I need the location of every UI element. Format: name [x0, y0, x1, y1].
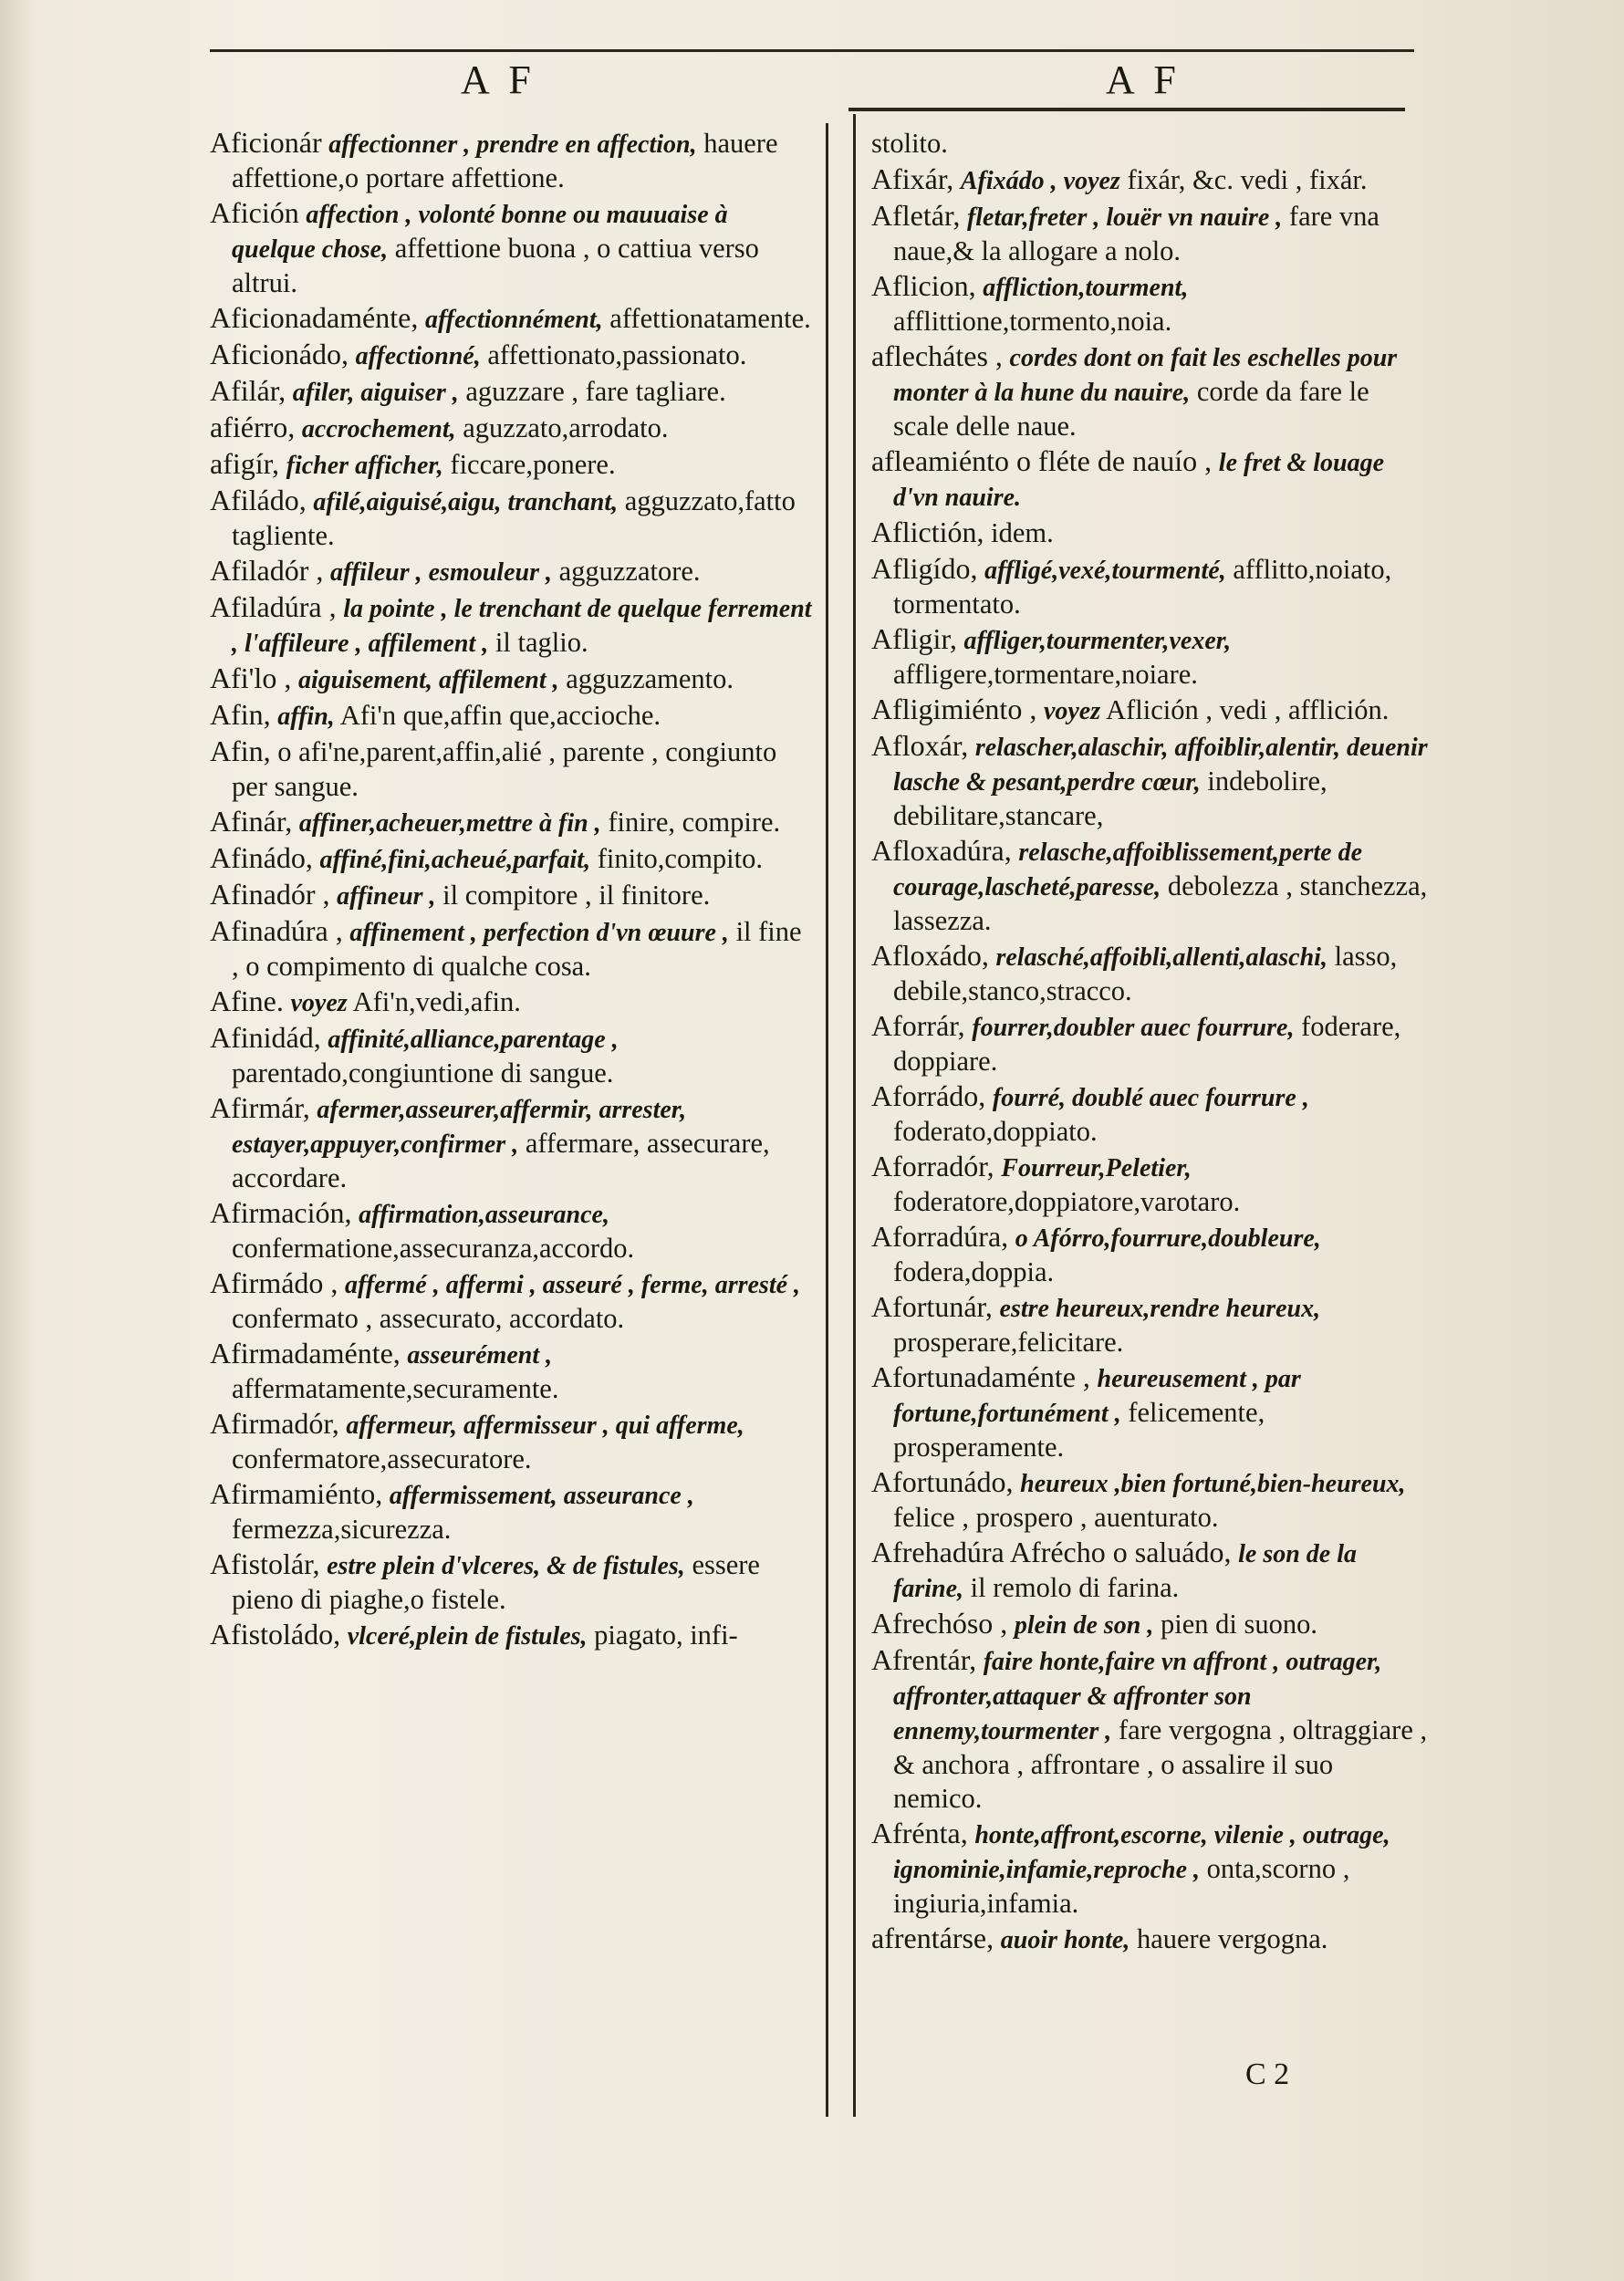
entry-french: fletar,freter , louër vn nauire , [966, 203, 1283, 232]
entry-headword: Afloxár, [871, 729, 969, 762]
dictionary-entry [871, 834, 1428, 938]
entry-headword: Afinadúra , [210, 914, 343, 947]
left-column [210, 126, 812, 1654]
entry-french: affliger,tourmenter,vexer, [963, 627, 1232, 655]
entry-italian: fodera,doppia. [893, 1256, 1055, 1287]
dictionary-entry [210, 1021, 812, 1090]
dictionary-entry [871, 693, 1428, 728]
entry-headword: Afición [210, 196, 299, 229]
entry-italian: Afi'n que,affin que,accioche. [339, 700, 661, 731]
dictionary-entry [210, 374, 812, 410]
entry-italian: debolezza , stanchezza, lassezza. [893, 870, 1428, 936]
entry-italian: felice , prospero , auenturato. [893, 1502, 1219, 1533]
dictionary-entry [871, 1150, 1428, 1219]
entry-headword: Afiladór , [210, 554, 324, 587]
entry-italian: aguzzare , fare tagliare. [465, 376, 726, 407]
entry-italian: il remolo di farina. [970, 1572, 1180, 1603]
entry-headword: afigír, [210, 447, 280, 480]
entry-french: ficher afficher, [286, 452, 443, 480]
entry-italian: piagato, infi- [594, 1620, 738, 1651]
dictionary-entry [871, 444, 1428, 515]
entry-french: fourré, doublé auec fourrure , [992, 1084, 1309, 1112]
entry-headword: Afiládo, [210, 484, 307, 516]
dictionary-entry [210, 554, 812, 589]
entry-italian: pien di suono. [1161, 1609, 1317, 1640]
dictionary-entry [210, 878, 812, 913]
entry-french: affligé,vexé,tourmenté, [984, 557, 1226, 585]
entry-french: plein de son , [1014, 1611, 1154, 1640]
entry-headword: Afloxádo, [871, 939, 989, 972]
dictionary-entry [871, 339, 1428, 443]
entry-italian: foderato,doppiato. [893, 1116, 1098, 1147]
entry-italian: hauere vergogna. [1136, 1923, 1328, 1954]
entry-headword: Aficionádo, [210, 338, 349, 370]
entry-french: voyez [1043, 697, 1101, 725]
dictionary-entry [210, 805, 812, 840]
dictionary-entry [210, 1266, 812, 1336]
dictionary-entry [210, 1618, 812, 1653]
entry-french: affinement , perfection d'vn œuure , [349, 919, 729, 947]
entry-headword: Aforradúra, [871, 1220, 1009, 1253]
entry-italian: affligere,tormentare,noiare. [893, 659, 1198, 690]
entry-headword: Aforradór, [871, 1150, 994, 1182]
dictionary-entry [210, 196, 812, 300]
entry-headword: Afilár, [210, 374, 286, 407]
dictionary-entry [871, 1290, 1428, 1359]
dictionary-entry [871, 199, 1428, 268]
entry-headword: Afinidád, [210, 1021, 321, 1054]
dictionary-entry [210, 1407, 812, 1476]
entry-italian: prosperare,felicitare. [893, 1327, 1124, 1358]
dictionary-entry [871, 939, 1428, 1008]
entry-italian: affettionato,passionato. [487, 339, 747, 370]
entry-french: affinité,alliance,parentage , [328, 1026, 619, 1054]
dictionary-entry [210, 1091, 812, 1195]
dictionary-entry [210, 1337, 812, 1406]
entry-french: affection , volonté bonne ou mauuaise à quelque chose, [232, 201, 728, 264]
entry-headword: Afiladúra , [210, 590, 337, 623]
entry-french: affileur , esmouleur , [330, 558, 552, 587]
entry-french: affermeur, affermisseur , qui afferme, [346, 1411, 744, 1440]
entry-french: faire honte,faire vn affront , outrager, affronter,attaquer & affronter son ennemy,tourmenter , [893, 1648, 1382, 1745]
entry-french: affectionnément, [424, 306, 603, 334]
entry-italian: affettionatamente. [609, 303, 811, 334]
entry-french: afermer,asseurer,affermir, arrester, estayer,appuyer,confirmer , [232, 1096, 687, 1159]
entry-italian: onta,scorno , ingiuria,infamia. [893, 1853, 1350, 1919]
entry-italian: aguzzato,arrodato. [463, 412, 669, 443]
entry-french: affermissement, asseurance , [389, 1482, 694, 1510]
entry-french: estre plein d'vlceres, & de fistules, [327, 1552, 685, 1580]
entry-headword: Afin, [210, 734, 271, 767]
entry-french: affirmation,asseurance, [359, 1201, 609, 1229]
entry-french: affineur , [337, 882, 436, 911]
entry-italian: finito,compito. [597, 843, 763, 874]
dictionary-entry [871, 622, 1428, 692]
entry-italian: affermatamente,securamente. [232, 1373, 559, 1404]
entry-french: Fourreur,Peletier, [1001, 1154, 1192, 1182]
entry-italian: agguzzato,fatto tagliente. [232, 485, 796, 551]
dictionary-entry [871, 1607, 1428, 1642]
entry-italian: stolito. [871, 128, 948, 159]
entry-french: Afixádo , voyez [960, 167, 1120, 195]
running-head-left: A F [461, 57, 536, 102]
entry-french: asseurément , [407, 1341, 553, 1370]
entry-italian: confermatione,assecuranza,accordo. [232, 1233, 635, 1264]
entry-french: relascher,alaschir, affoiblir,alentir, deuenir lasche & pesant,perdre cœur, [893, 734, 1428, 797]
entry-headword: afiérro, [210, 411, 296, 443]
dictionary-entry [871, 1536, 1428, 1606]
entry-headword: Afirmadaménte, [210, 1337, 401, 1370]
dictionary-entry [871, 1360, 1428, 1464]
dictionary-entry [210, 661, 812, 697]
entry-italian: agguzzamento. [566, 663, 734, 694]
entry-headword: Afortunádo, [871, 1465, 1014, 1498]
entry-headword: Afrénta, [871, 1817, 968, 1849]
entry-headword: Afrehadúra Afrécho o saluádo, [871, 1536, 1232, 1568]
right-column [871, 126, 1428, 1958]
top-rule [210, 49, 1414, 52]
entry-italian: afflittione,tormento,noia. [893, 306, 1172, 337]
entry-italian: Aflición , vedi , afflición. [1106, 694, 1390, 725]
entry-french: la pointe , le trenchant de quelque ferrement , l'affileure , affilement , [232, 595, 812, 658]
entry-italian: felicemente, prosperamente. [893, 1397, 1265, 1463]
dictionary-entry [210, 1547, 812, 1617]
dictionary-entry [871, 1817, 1428, 1921]
dictionary-entry [210, 914, 812, 984]
entry-headword: Afine. [210, 984, 284, 1017]
dictionary-entry [210, 447, 812, 483]
entry-italian: hauere affettione,o portare affettione. [232, 128, 778, 193]
dictionary-entry [210, 338, 812, 373]
entry-french: affiné,fini,acheué,parfait, [319, 846, 591, 874]
entry-french: affliction,tourment, [983, 274, 1189, 302]
entry-headword: Afrentár, [871, 1643, 977, 1676]
entry-italian: fermezza,sicurezza. [232, 1514, 452, 1545]
entry-italian: lasso, debile,stanco,stracco. [893, 941, 1398, 1006]
entry-french: affectionner , prendre en affection, [328, 130, 697, 159]
entry-headword: Aflictión, [871, 516, 984, 548]
dictionary-entry [210, 1477, 812, 1547]
dictionary-entry [210, 590, 812, 661]
entry-headword: Afloxadúra, [871, 834, 1012, 867]
entry-italian: ficcare,ponere. [450, 449, 616, 480]
dictionary-entry [871, 1009, 1428, 1078]
entry-italian: fixár, &c. vedi , fixár. [1127, 164, 1368, 195]
entry-headword: Aforrádo, [871, 1079, 986, 1112]
column-divider-inner [853, 114, 856, 2117]
entry-italian: o afi'ne,parent,affin,alié , parente , congiunto per sangue. [232, 736, 777, 802]
dictionary-entry [871, 1079, 1428, 1149]
entry-italian: fare vergogna , oltraggiare , & anchora , affrontare , o assalire il suo nemico. [893, 1714, 1428, 1814]
dictionary-entry [210, 411, 812, 446]
dictionary-entry [210, 1196, 812, 1265]
entry-italian: foderatore,doppiatore,varotaro. [893, 1186, 1241, 1217]
dictionary-entry [210, 126, 812, 195]
entry-french: honte,affront,escorne, vilenie , outrage, ignominie,infamie,reproche , [893, 1821, 1390, 1884]
column-divider [826, 123, 828, 2117]
entry-headword: Aficionadaménte, [210, 301, 419, 334]
dictionary-entry [210, 698, 812, 734]
dictionary-entry [210, 484, 812, 553]
entry-italian: idem. [991, 517, 1054, 548]
entry-italian: fare vna naue,& la allogare a nolo. [893, 201, 1379, 266]
entry-french: vlceré,plein de fistules, [347, 1622, 588, 1651]
entry-french: afilé,aiguisé,aigu, tranchant, [313, 488, 619, 516]
entry-french: affermé , affermi , asseuré , ferme, arresté , [345, 1271, 801, 1299]
entry-headword: Aforrár, [871, 1009, 965, 1042]
entry-italian: afflitto,noiato, tormentato. [893, 554, 1392, 620]
entry-headword: Afrechóso , [871, 1607, 1008, 1640]
entry-french: heureux ,bien fortuné,bien-heureux, [1020, 1470, 1406, 1498]
entry-headword: Afixár, [871, 162, 954, 195]
entry-french: voyez [290, 989, 348, 1017]
entry-headword: Afligído, [871, 552, 978, 585]
entry-italian: indebolire, debilitare,stancare, [893, 766, 1327, 831]
entry-headword: Afligimiénto , [871, 693, 1037, 725]
entry-headword: Afortunár, [871, 1290, 993, 1323]
entry-italian: Afi'n,vedi,afin. [352, 986, 521, 1017]
entry-french: auoir honte, [1000, 1926, 1130, 1954]
running-head-right: A F [1106, 57, 1182, 102]
entry-french: cordes dont on fait les eschelles pour monter à la hune du nauire, [893, 344, 1398, 407]
entry-italian: il taglio. [494, 627, 588, 658]
signature-mark: C 2 [1245, 2057, 1290, 2091]
entry-headword: Aficionár [210, 126, 322, 159]
dictionary-entry [871, 162, 1428, 198]
entry-italian: affermare, assecurare, accordare. [232, 1128, 770, 1193]
entry-french: relasché,affoibli,allenti,alaschi, [995, 943, 1327, 972]
entry-italian: il compitore , il finitore. [442, 880, 711, 911]
entry-italian: il fine , o compimento di qualche cosa. [232, 916, 802, 982]
entry-italian: foderare, doppiare. [893, 1011, 1401, 1077]
entry-headword: Afirmádo , [210, 1266, 338, 1299]
entry-headword: Afortunadaménte , [871, 1360, 1090, 1393]
entry-headword: Afirmamiénto, [210, 1477, 383, 1510]
entry-headword: Afi'lo , [210, 661, 292, 694]
entry-italian: parentado,congiuntione di sangue. [232, 1057, 614, 1088]
entry-french: aiguisement, affilement , [297, 666, 559, 694]
dictionary-entry [210, 301, 812, 337]
entry-italian: agguzzatore. [558, 556, 701, 587]
entry-french: relasche,affoiblissement,perte de courage,lascheté,paresse, [893, 838, 1362, 901]
entry-french: affiner,acheuer,mettre à fin , [298, 809, 601, 838]
dictionary-entry [871, 1643, 1428, 1816]
entry-italian: confermato , assecurato, accordato. [232, 1303, 625, 1334]
entry-italian: finire, compire. [608, 807, 781, 838]
entry-italian: confermatore,assecuratore. [232, 1443, 532, 1474]
right-header-rule [848, 108, 1405, 111]
entry-headword: Afistolár, [210, 1547, 320, 1580]
entry-french: le fret & louage d'vn nauire. [893, 449, 1384, 512]
entry-headword: Afistoládo, [210, 1618, 341, 1651]
entry-italian: corde da fare le scale delle naue. [893, 376, 1369, 442]
entry-french: accrochement, [301, 415, 456, 443]
dictionary-entry [871, 269, 1428, 339]
dictionary-entry [871, 1220, 1428, 1289]
entry-italian: affettione buona , o cattiua verso altrui. [232, 233, 759, 298]
entry-headword: Afirmár, [210, 1091, 310, 1124]
dictionary-entry [871, 729, 1428, 833]
entry-headword: afleamiénto o fléte de nauío , [871, 444, 1213, 477]
entry-headword: Afirmadór, [210, 1407, 339, 1440]
dictionary-entry [871, 552, 1428, 621]
entry-french: affin, [277, 703, 335, 731]
dictionary-entry [871, 516, 1428, 551]
entry-headword: Afinár, [210, 805, 293, 838]
entry-headword: Afletár, [871, 199, 961, 232]
entry-french: heureusement , par fortune,fortunément , [893, 1365, 1301, 1428]
entry-french: le son de la farine, [893, 1540, 1358, 1603]
dictionary-entry [210, 984, 812, 1020]
entry-french: afiler, aiguiser , [292, 379, 459, 407]
entry-headword: Afinadór , [210, 878, 330, 911]
dictionary-entry [210, 734, 812, 804]
dictionary-entry [210, 841, 812, 877]
dictionary-entry [871, 1922, 1428, 1957]
entry-french: fourrer,doubler auec fourrure, [972, 1014, 1295, 1042]
entry-headword: aflechátes , [871, 339, 1003, 372]
entry-french: affectionné, [355, 342, 481, 370]
entry-headword: Afirmación, [210, 1196, 352, 1229]
entry-headword: Afinádo, [210, 841, 313, 874]
entry-headword: afrentárse, [871, 1922, 994, 1954]
entry-french: estre heureux,rendre heureux, [999, 1295, 1321, 1323]
entry-headword: Aflicion, [871, 269, 976, 302]
dictionary-entry [871, 126, 1428, 161]
entry-italian: essere pieno di piaghe,o fistele. [232, 1549, 760, 1615]
entry-headword: Afligir, [871, 622, 957, 655]
dictionary-entry [871, 1465, 1428, 1535]
entry-headword: Afin, [210, 698, 271, 731]
entry-french: o Afórro,fourrure,doubleure, [1015, 1224, 1321, 1253]
